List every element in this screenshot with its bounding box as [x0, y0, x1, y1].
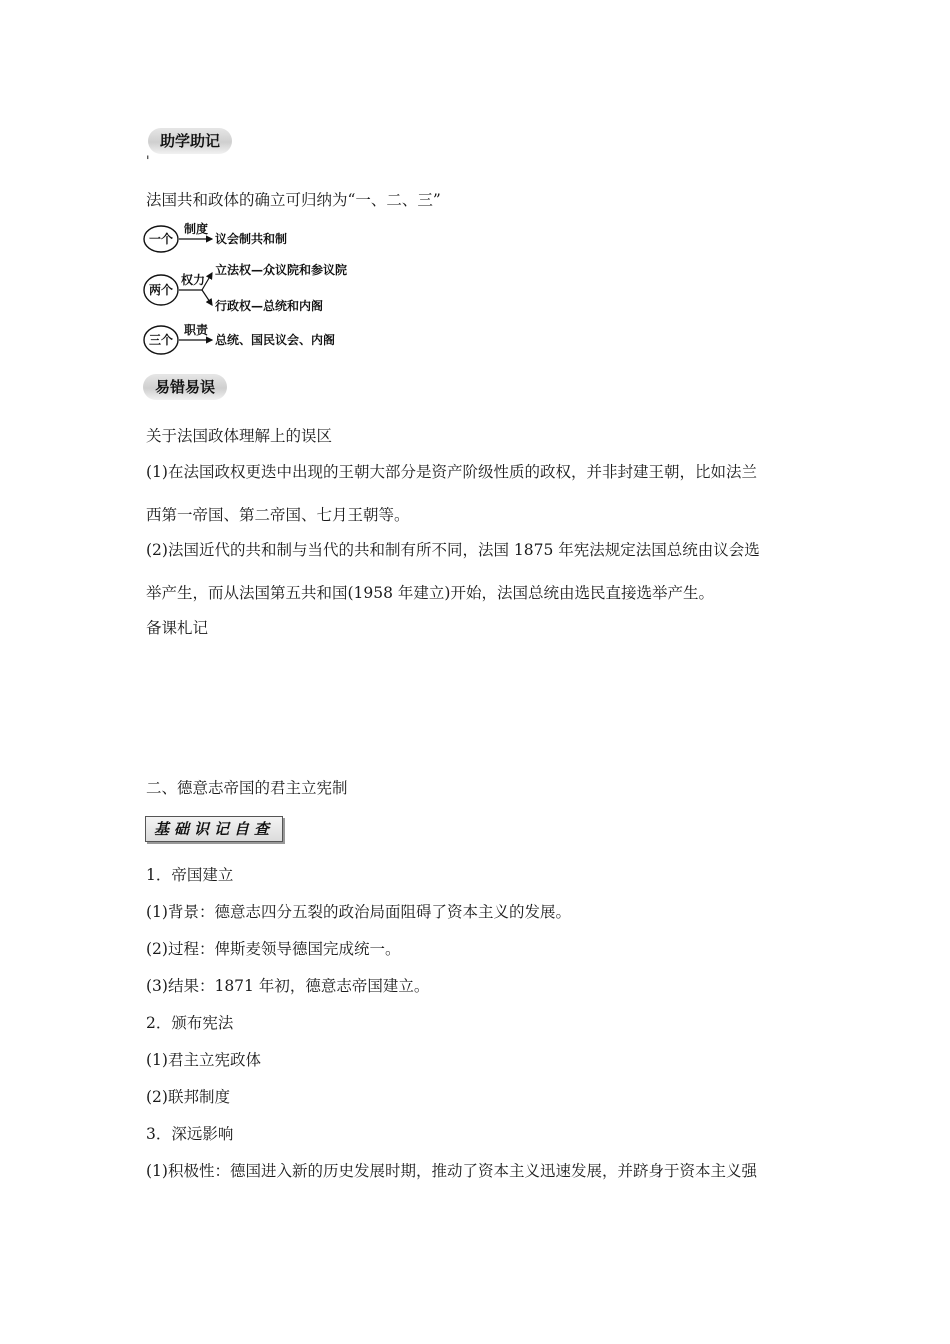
basic-knowledge-badge: 基础识记自查 — [145, 816, 283, 842]
intro-text: 法国共和政体的确立可归纳为“一、二、三” — [146, 191, 441, 209]
line-6: (1)君主立宪政体 — [146, 1051, 261, 1069]
node-one-text-result: 议会制共和制 — [215, 232, 288, 246]
errors-heading: 关于法国政体理解上的误区 — [146, 427, 333, 445]
node-two-text-b: 行政权—总统和内阁 — [215, 299, 324, 313]
line-9: (1)积极性：德国进入新的历史发展时期，推动了资本主义迅速发展，并跻身于资本主义强 — [146, 1162, 757, 1180]
stray-mark: ' — [146, 154, 150, 169]
line-5: 2．颁布宪法 — [146, 1014, 234, 1032]
node-one-text: 一个 — [148, 232, 174, 246]
republic-structure-diagram — [140, 218, 380, 360]
errors-p2-line2: 举产生，而从法国第五共和国(1958 年建立)开始，法国总统由选民直接选举产生。 — [146, 584, 714, 602]
node-one-label: 制度 — [184, 222, 209, 236]
errors-p1-line2: 西第一帝国、第二帝国、七月王朝等。 — [146, 506, 410, 524]
study-aid-badge: 助学助记 — [148, 128, 232, 154]
node-three-text-result: 总统、国民议会、内阁 — [215, 333, 336, 347]
errors-p2-line1: (2)法国近代的共和制与当代的共和制有所不同，法国 1875 年宪法规定法国总统由议会选 — [146, 541, 760, 559]
line-7: (2)联邦制度 — [146, 1088, 230, 1106]
line-4: (3)结果：1871 年初，德意志帝国建立。 — [146, 977, 430, 995]
line-1: 1．帝国建立 — [146, 866, 234, 884]
node-two-text-a: 立法权—众议院和参议院 — [215, 263, 348, 277]
line-2: (1)背景：德意志四分五裂的政治局面阻碍了资本主义的发展。 — [146, 903, 571, 921]
line-3: (2)过程：俾斯麦领导德国完成统一。 — [146, 940, 401, 958]
node-two-label: 权力 — [181, 273, 206, 287]
section-title: 二、德意志帝国的君主立宪制 — [146, 779, 348, 797]
node-two-text: 两个 — [148, 283, 174, 297]
errors-p1-line1: (1)在法国政权更迭中出现的王朝大部分是资产阶级性质的政权，并非封建王朝，比如法兰 — [146, 463, 757, 481]
node-three-text: 三个 — [148, 333, 174, 347]
lesson-notes-label: 备课札记 — [146, 619, 209, 637]
line-8: 3．深远影响 — [146, 1125, 234, 1143]
common-errors-badge: 易错易误 — [143, 374, 227, 400]
node-three-label: 职责 — [184, 323, 209, 337]
